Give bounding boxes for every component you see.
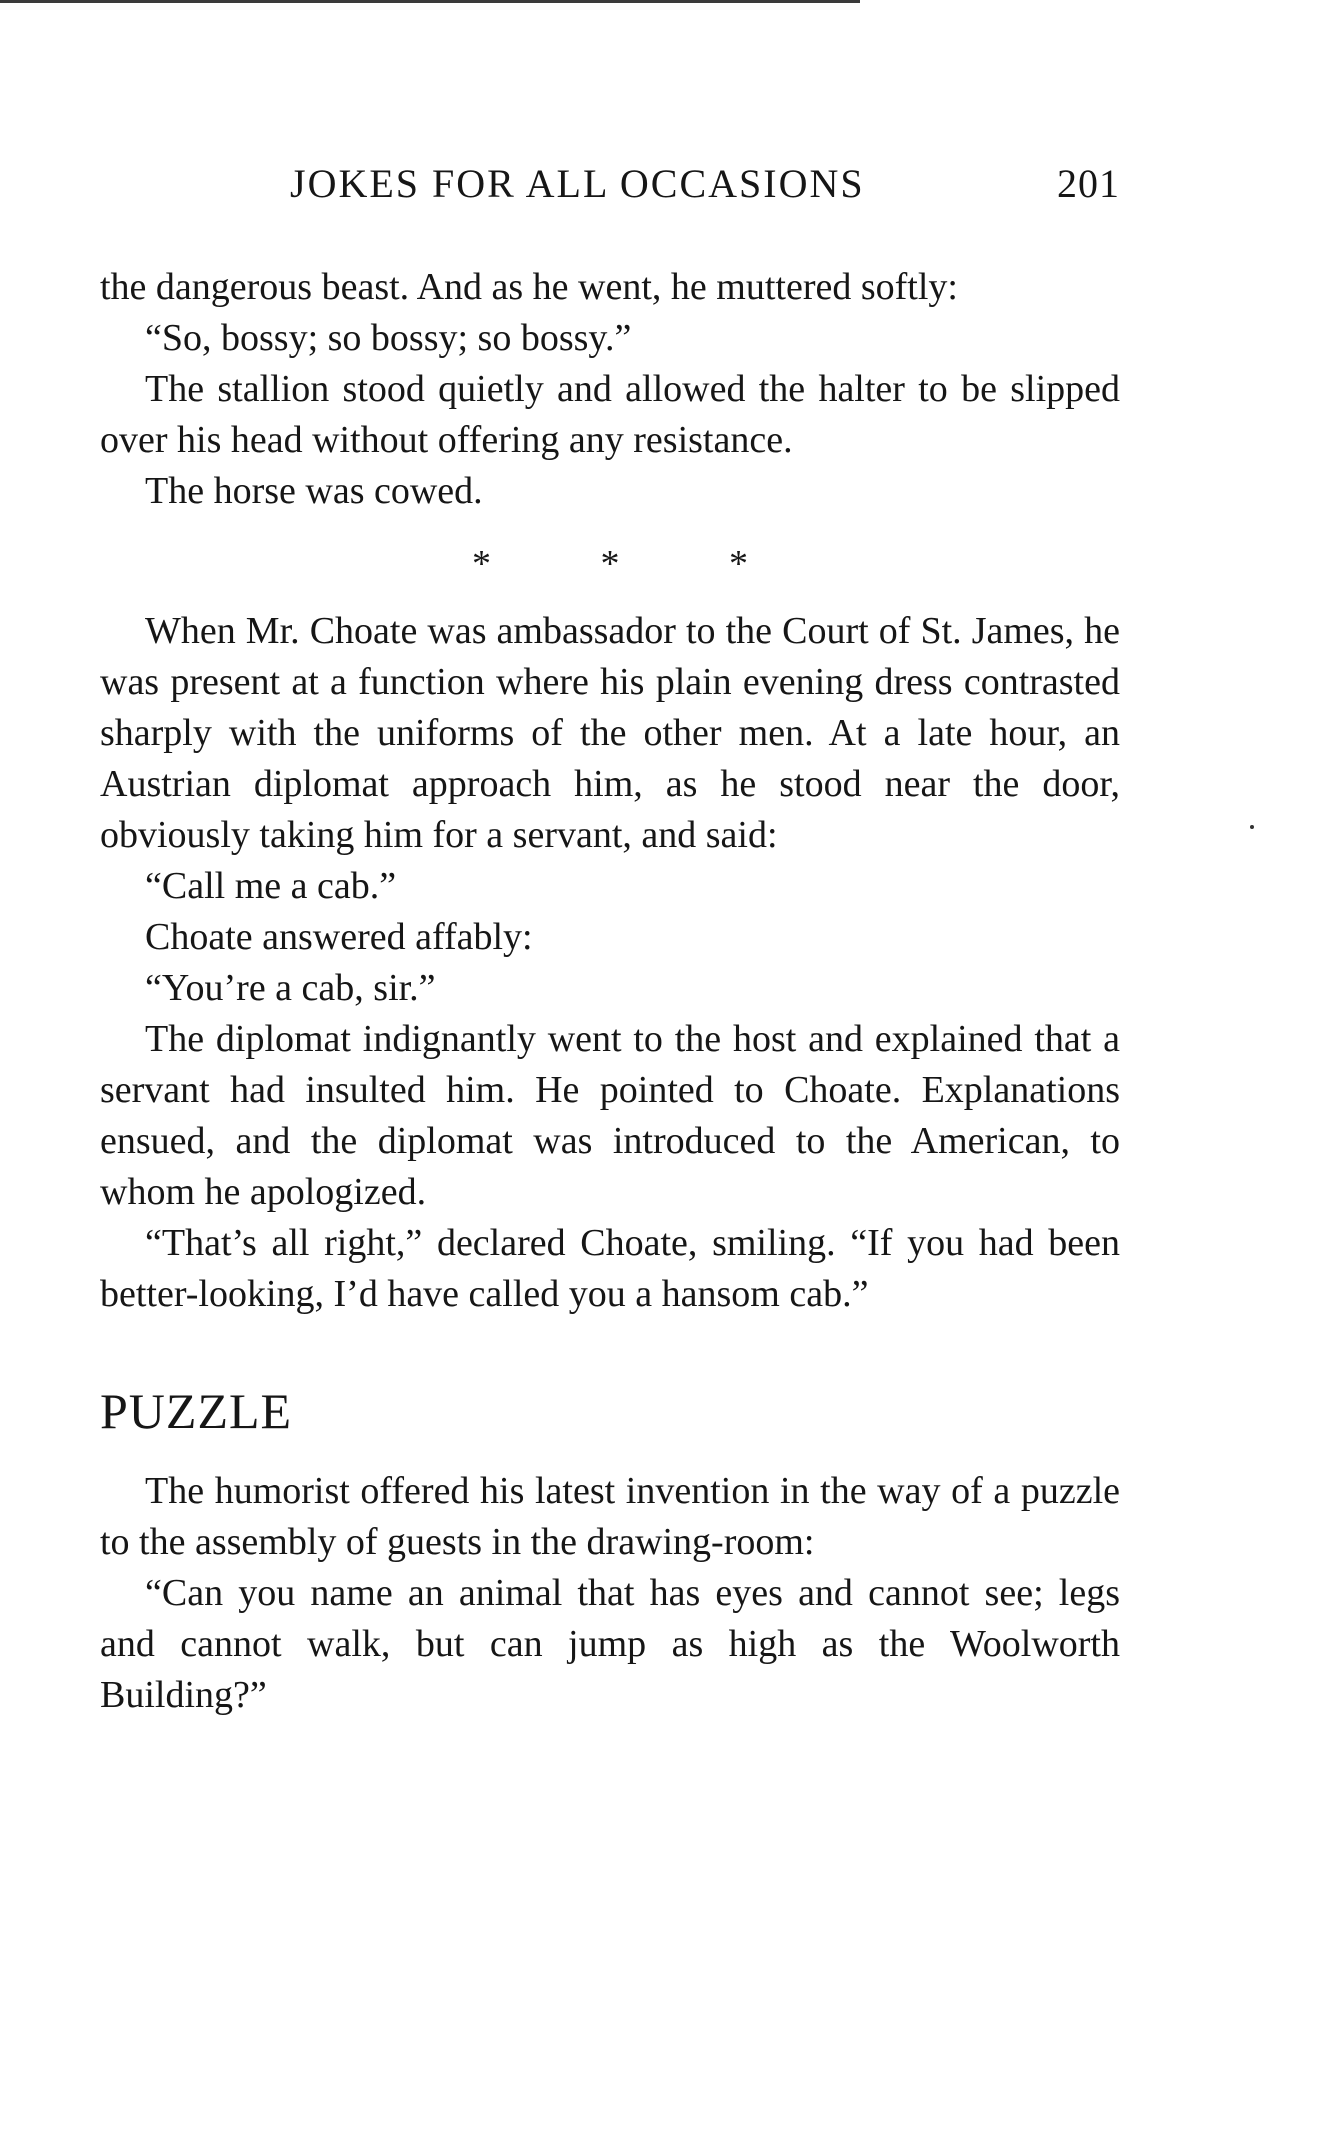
running-title: JOKES FOR ALL OCCASIONS xyxy=(290,161,865,206)
story2-paragraph-5: The diplomat indignantly went to the host and explained that a servant had insulted him. He pointed to Choate. Explanations ensued, and the diplomat was introduced to the American, to whom he apologized. xyxy=(100,1018,1120,1213)
paper-speck xyxy=(1250,825,1254,829)
story1-paragraph-2: “So, bossy; so bossy; so bossy.” xyxy=(145,317,632,359)
page-body xyxy=(100,262,1120,1721)
page-header xyxy=(290,160,1120,210)
puzzle-paragraph-1: The humorist offered his latest invention in the way of a puzzle to the assembly of guests in the drawing-room: xyxy=(100,1470,1120,1563)
story2-paragraph-4: “You’re a cab, sir.” xyxy=(145,967,436,1009)
story2-paragraph-3: Choate answered affably: xyxy=(145,916,533,958)
top-edge-rule xyxy=(0,0,860,3)
story1-paragraph-4: The horse was cowed. xyxy=(145,470,483,512)
story1-paragraph-3: The stallion stood quietly and allowed the halter to be slipped over his head without offering any resistance. xyxy=(100,368,1120,461)
page-number: 201 xyxy=(1057,161,1120,206)
puzzle-paragraph-2: “Can you name an animal that has eyes and cannot see; legs and cannot walk, but can jump as high as the Woolworth Building?” xyxy=(100,1572,1120,1716)
story2-paragraph-6: “That’s all right,” declared Choate, smiling. “If you had been better-looking, I’d have called you a hansom cab.” xyxy=(100,1222,1120,1315)
section-heading-puzzle: PUZZLE xyxy=(100,1383,293,1439)
story2-paragraph-2: “Call me a cab.” xyxy=(145,865,397,907)
story2-paragraph-1: When Mr. Choate was ambassador to the Court of St. James, he was present at a function where his plain evening dress contrasted sharply with the uniforms of the other men. At a late hour, an Austrian diplomat approach him, as he stood near the door, obviously taking him for a servant, and said: xyxy=(100,610,1120,856)
section-separator: * * * xyxy=(472,543,798,585)
story1-paragraph-1: the dangerous beast. And as he went, he muttered softly: xyxy=(100,266,958,308)
